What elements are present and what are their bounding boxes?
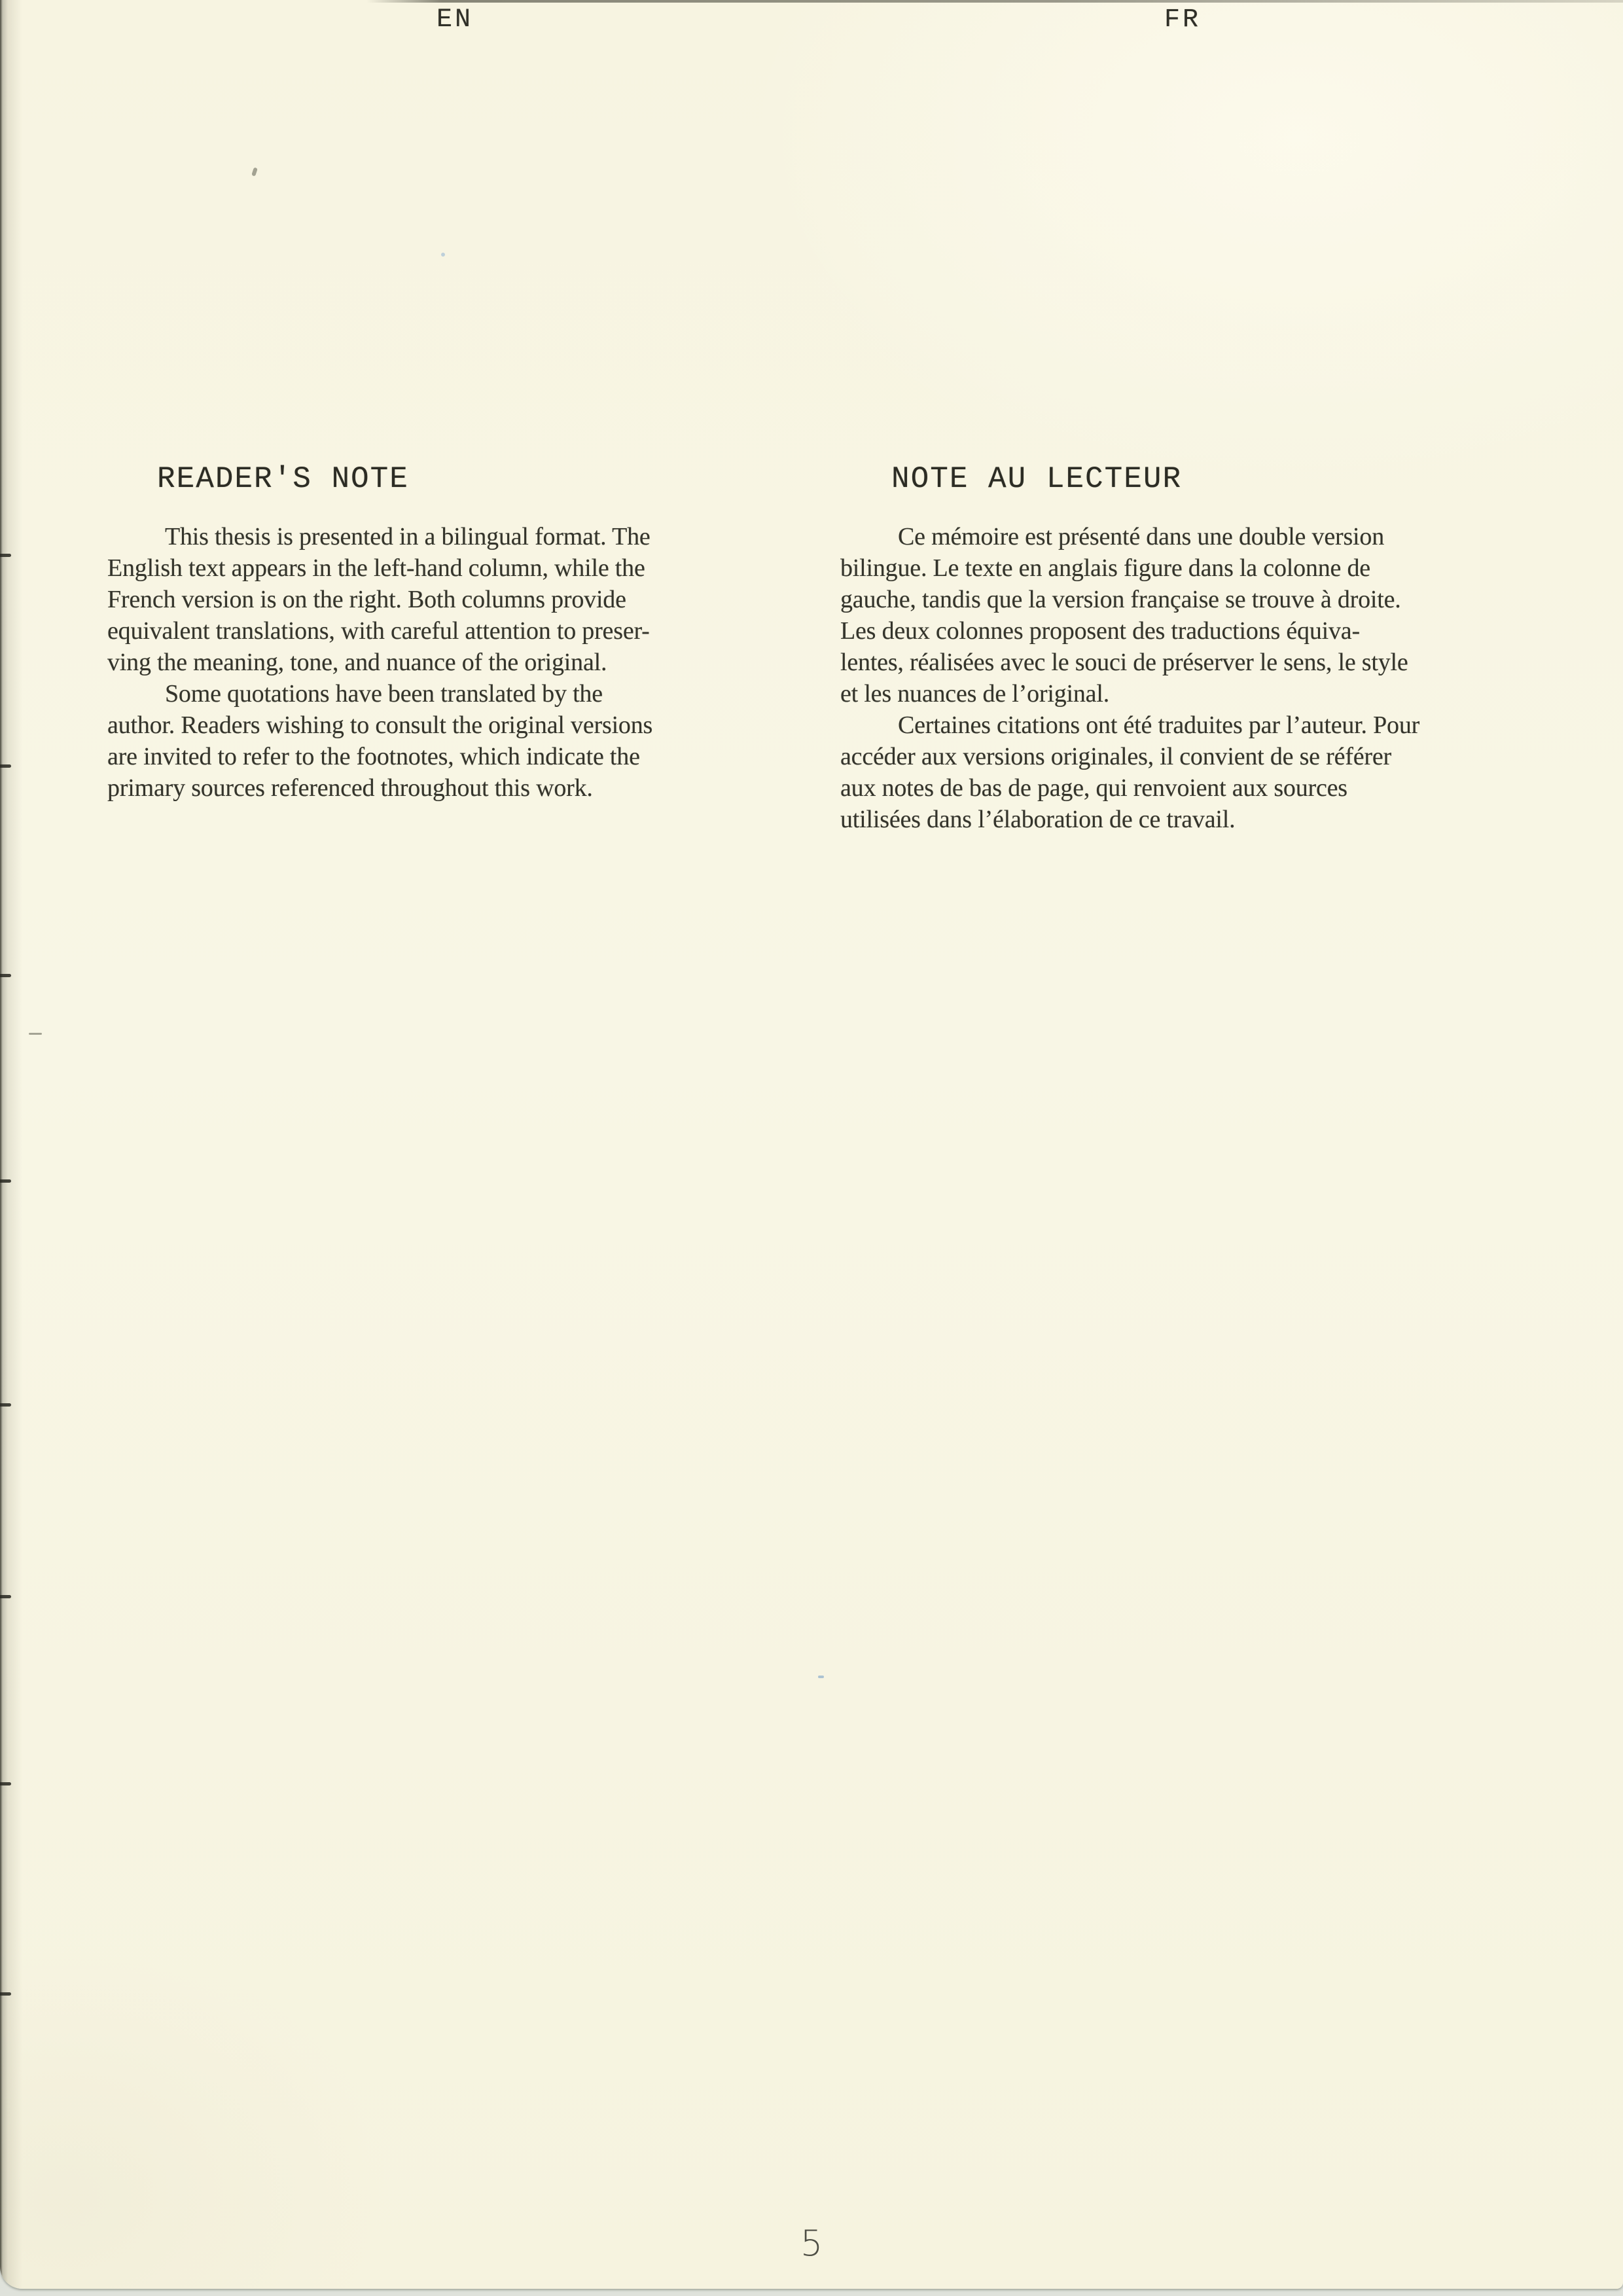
language-marker-fr: FR xyxy=(1164,5,1201,35)
text-line: Some quotations have been translated by the xyxy=(165,680,603,708)
binding-tick xyxy=(0,554,11,557)
scan-edge-top-line xyxy=(366,0,1623,3)
text-line: utilisées dans l’élaboration de ce travail. xyxy=(840,806,1236,833)
binding-tick xyxy=(0,1992,11,1996)
binding-tick xyxy=(0,1179,11,1183)
language-marker-en: EN xyxy=(436,5,473,35)
english-column xyxy=(107,463,788,804)
text-line: Ce mémoire est présenté dans une double version xyxy=(898,523,1384,550)
text-line: Les deux colonnes proposent des traductions équiva- xyxy=(840,617,1360,645)
binding-tick xyxy=(0,1595,11,1598)
text-line: aux notes de bas de page, qui renvoient aux sources xyxy=(840,774,1347,802)
text-line: This thesis is presented in a bilingual format. The xyxy=(165,523,651,550)
binding-tick xyxy=(0,974,11,977)
text-line: author. Readers wishing to consult the original versions xyxy=(107,711,653,739)
scan-speck xyxy=(29,1033,42,1035)
text-line: equivalent translations, with careful attention to preser- xyxy=(107,617,650,645)
text-line: ving the meaning, tone, and nuance of the original. xyxy=(107,649,607,676)
english-column-heading: READER'S NOTE xyxy=(157,462,409,496)
french-column-heading: NOTE AU LECTEUR xyxy=(891,462,1183,496)
french-paragraph-1 xyxy=(840,521,1560,709)
text-line: lentes, réalisées avec le souci de préserver le sens, le style xyxy=(840,649,1408,676)
scan-speck xyxy=(441,253,445,257)
text-line: et les nuances de l’original. xyxy=(840,680,1109,708)
scan-speck xyxy=(818,1676,824,1678)
text-line: accéder aux versions originales, il convient de se référer xyxy=(840,743,1391,770)
text-line: are invited to refer to the footnotes, which indicate the xyxy=(107,743,640,770)
binding-tick xyxy=(0,764,11,768)
text-line: bilingue. Le texte en anglais figure dans la colonne de xyxy=(840,554,1370,582)
english-paragraph-1 xyxy=(107,521,788,678)
binding-tick xyxy=(0,1403,11,1407)
scan-speck xyxy=(251,167,258,176)
text-line: English text appears in the left-hand column, while the xyxy=(107,554,645,582)
text-line: gauche, tandis que la version française se trouve à droite. xyxy=(840,586,1401,613)
english-paragraph-2 xyxy=(107,678,788,804)
text-line: primary sources referenced throughout this work. xyxy=(107,774,593,802)
text-line: French version is on the right. Both columns provide xyxy=(107,586,626,613)
french-column xyxy=(840,463,1560,835)
page-number: 5 xyxy=(800,2223,823,2264)
french-paragraph-2 xyxy=(840,709,1560,835)
binding-tick xyxy=(0,1782,11,1785)
text-line: Certaines citations ont été traduites par l’auteur. Pour xyxy=(898,711,1420,739)
